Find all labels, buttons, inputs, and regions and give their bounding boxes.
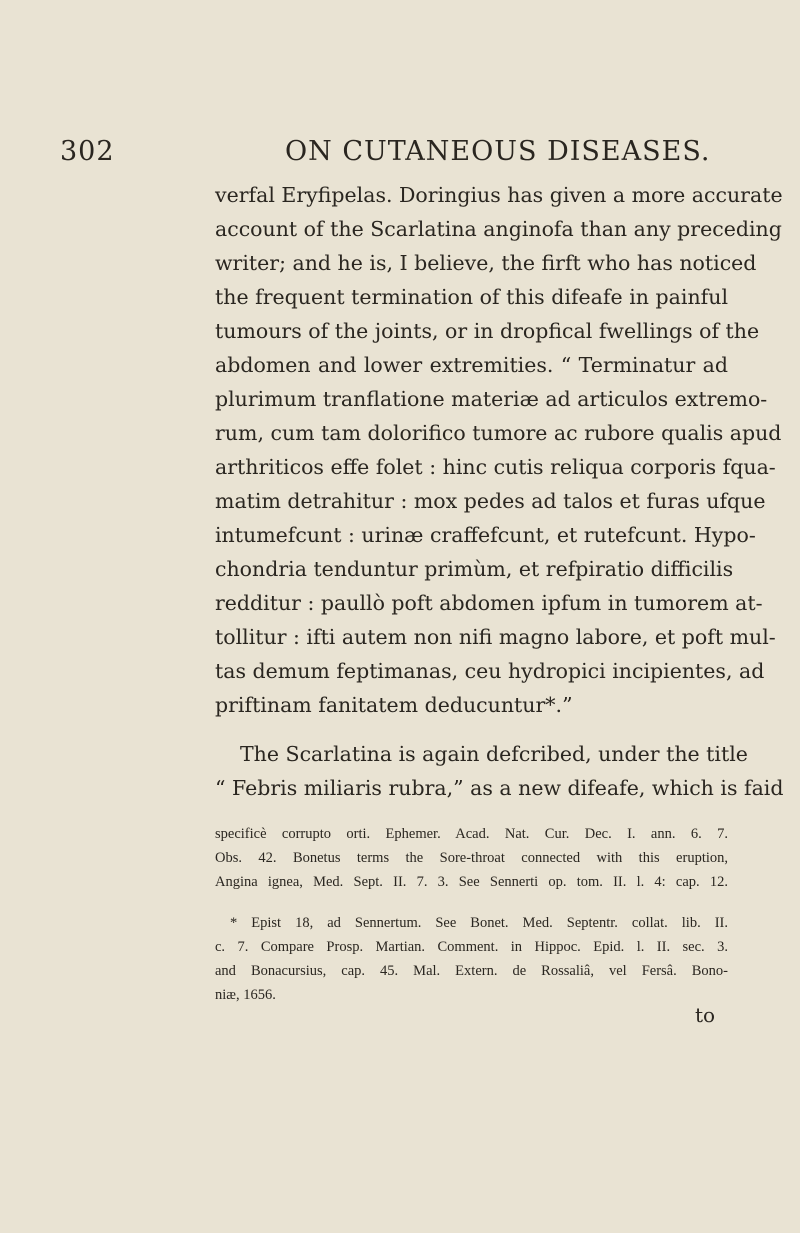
text-line: priftinam fanitatem deducuntur*.” [215,693,573,717]
text-line: chondria tenduntur primùm, et refpiratio difficilis [215,557,734,581]
footnote-line: specificè corrupto orti. Ephemer. Acad. Nat. Cur. Dec. I. ann. 6. 7. [215,826,728,842]
running-title: ON CUTANEOUS DISEASES. [285,136,711,167]
text-line: The Scarlatina is again defcribed, under the title [240,742,748,766]
text-line: arthriticos effe folet : hinc cutis reliqua corporis fqua- [215,455,776,479]
footnote-line: Obs. 42. Bonetus terms the Sore-throat connected with this eruption, [215,850,728,866]
text-line: “ Febris miliaris rubra,” as a new difeafe, which is faid [215,776,784,800]
text-line: writer; and he is, I believe, the firft who has noticed [215,251,757,275]
text-line: account of the Scarlatina anginofa than any preceding [215,217,782,241]
text-line: matim detrahitur : mox pedes ad talos et furas ufque [215,489,766,513]
catchword: to [695,1003,716,1027]
footnote-line: * Epist 18, ad Sennertum. See Bonet. Med. Septentr. collat. lib. II. [230,915,728,931]
text-line: verfal Eryfipelas. Doringius has given a more accurate [215,183,783,207]
text-line: tumours of the joints, or in dropfical fwellings of the [215,319,760,343]
text-line: tollitur : ifti autem non nifi magno labore, et poft mul- [215,625,776,649]
footnote-line: Angina ignea, Med. Sept. II. 7. 3. See Sennerti op. tom. II. l. 4: cap. 12. [215,874,728,890]
page-number: 302 [60,136,115,167]
text-line: abdomen and lower extremities. “ Terminatur ad [215,353,728,377]
footnote-line: and Bonacursius, cap. 45. Mal. Extern. de Rossaliâ, vel Fersâ. Bono- [215,963,728,979]
footnote-line: c. 7. Compare Prosp. Martian. Comment. in Hippoc. Epid. l. II. sec. 3. [215,939,728,955]
text-line: plurimum tranflatione materiæ ad articulos extremo- [215,387,768,411]
page-header [60,136,760,176]
text-line: redditur : paullò poft abdomen ipfum in tumorem at- [215,591,763,615]
text-line: intumefcunt : urinæ craffefcunt, et rutefcunt. Hypo- [215,523,756,547]
text-line: tas demum feptimanas, ceu hydropici incipientes, ad [215,659,765,683]
footnote-line: niæ, 1656. [215,987,276,1003]
text-line: rum, cum tam dolorifico tumore ac rubore qualis apud [215,421,782,445]
text-line: the frequent termination of this difeafe in painful [215,285,728,309]
